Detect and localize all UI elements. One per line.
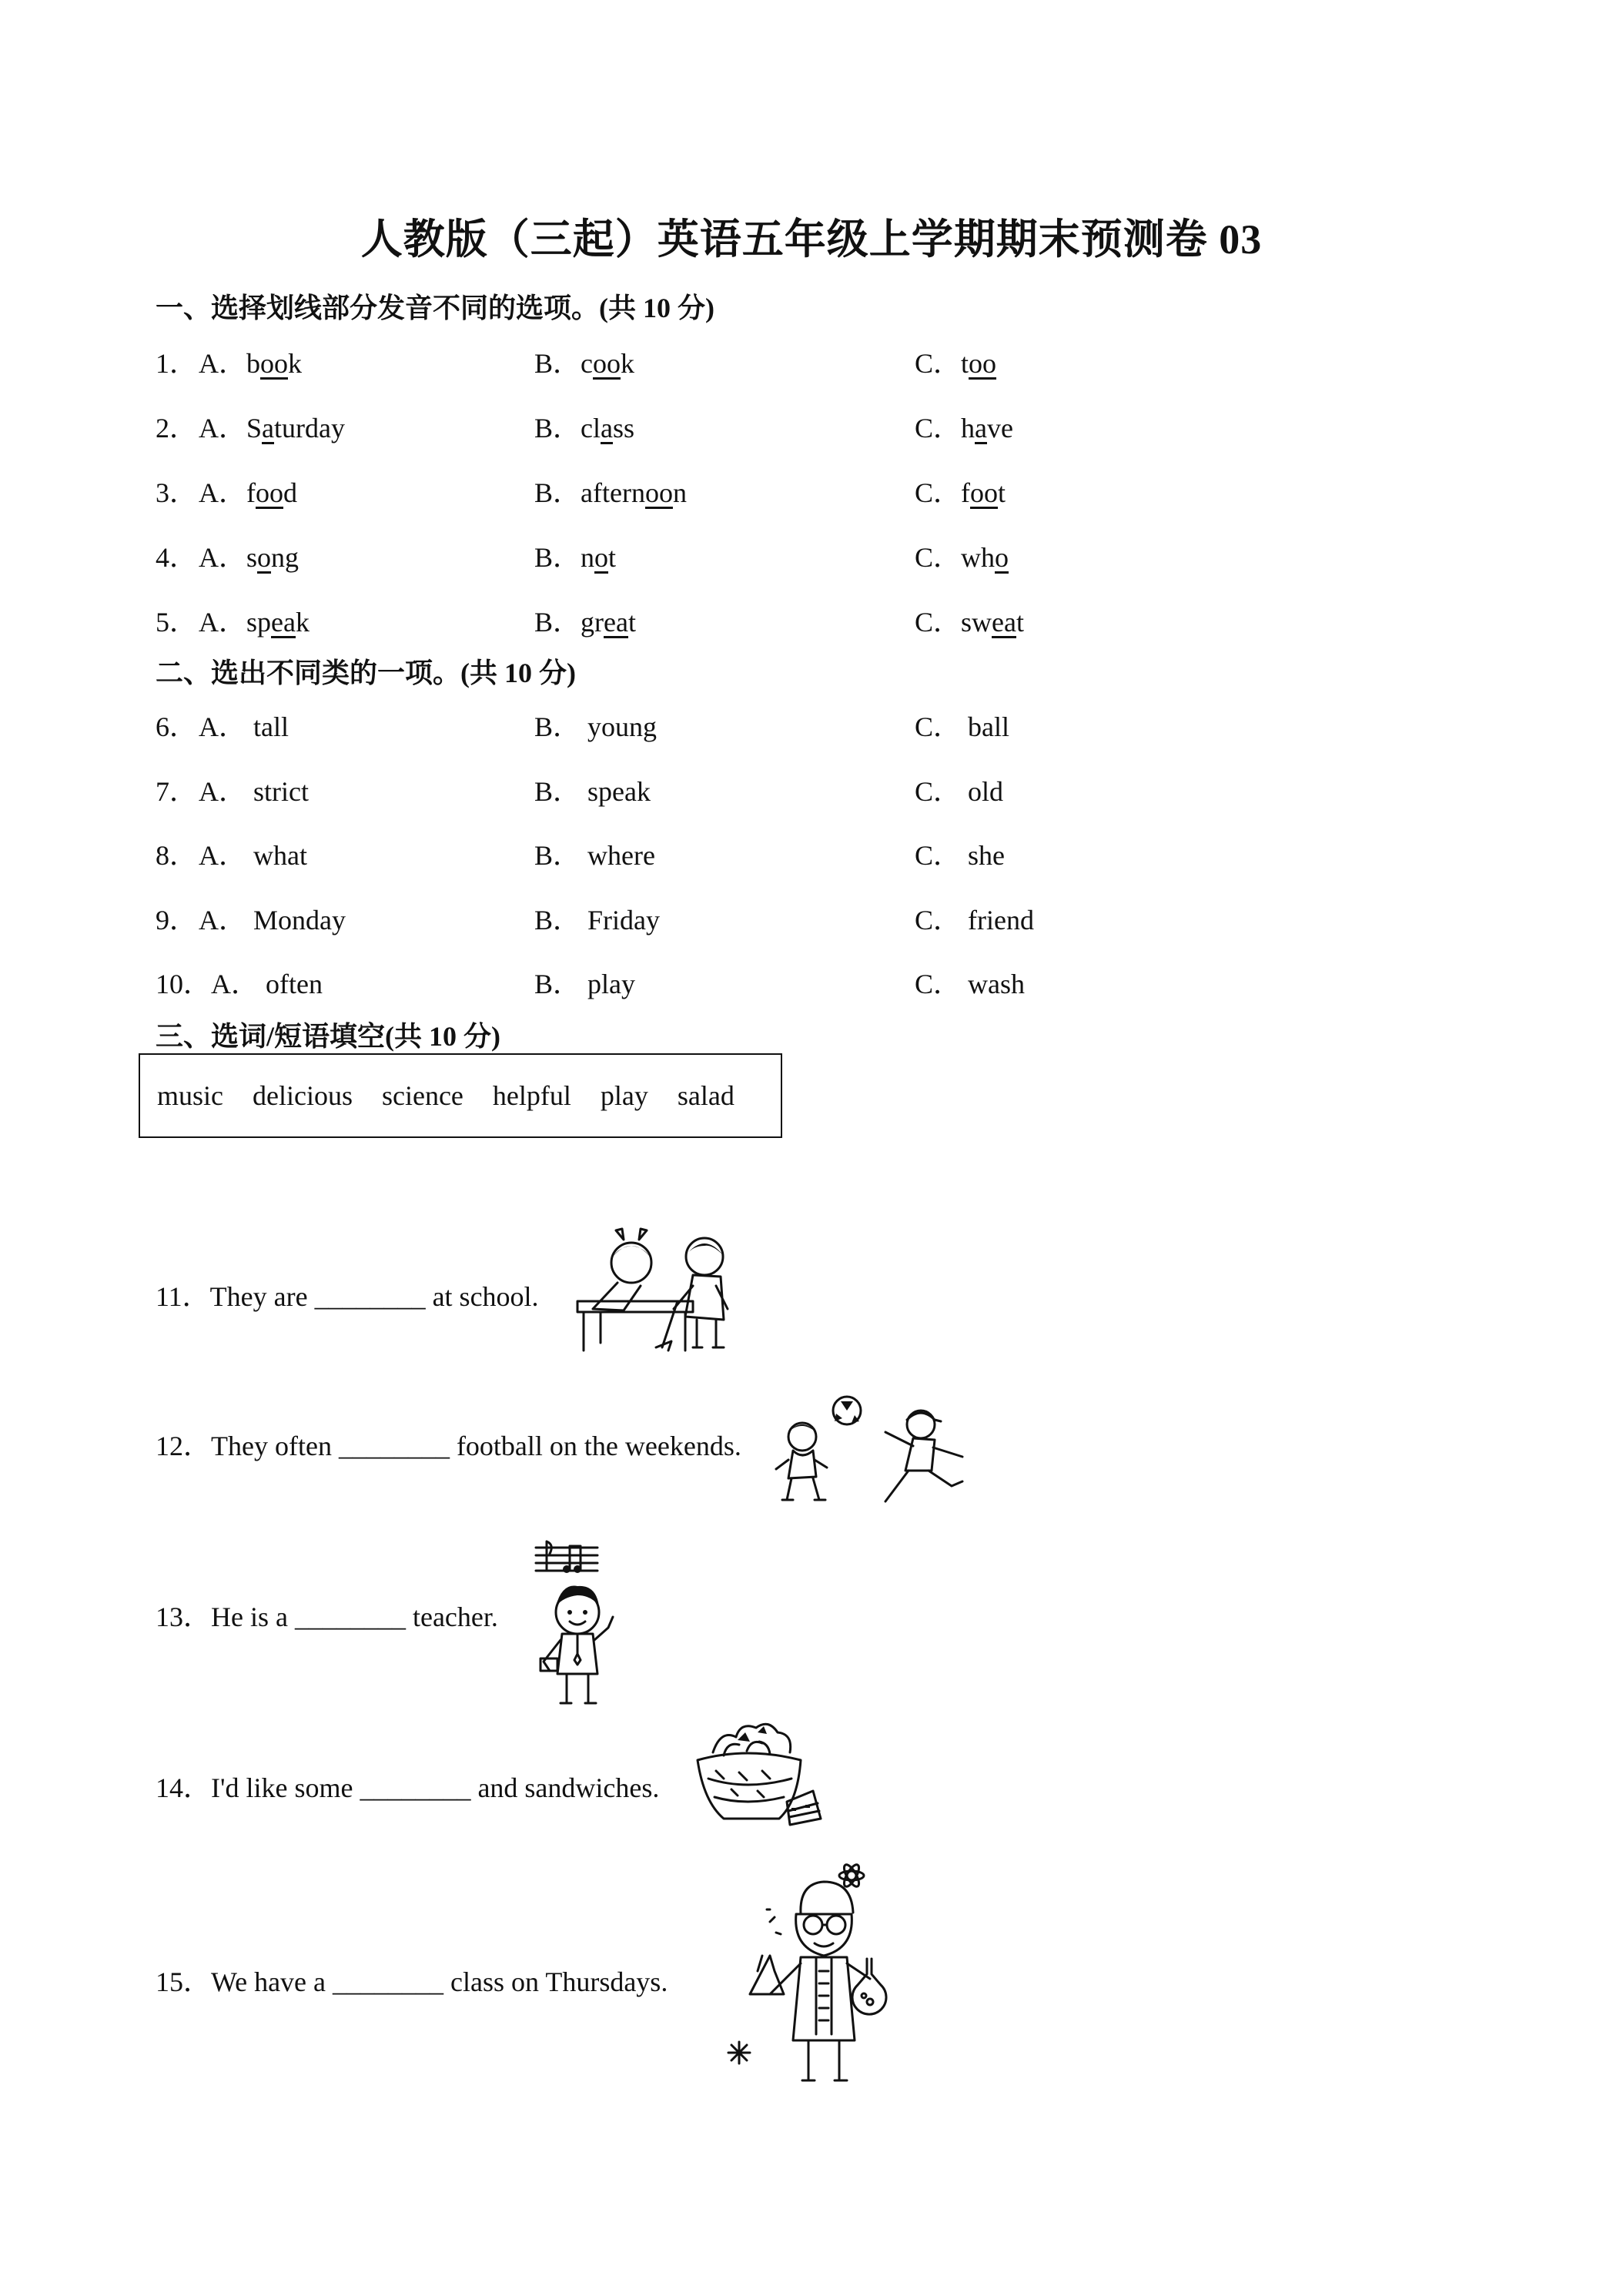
option-c[interactable]: C．who — [915, 542, 1009, 573]
option-a[interactable]: A．book — [199, 348, 302, 379]
option-a[interactable]: A． what — [199, 840, 307, 871]
question-row-10 — [156, 962, 1464, 1001]
question-row-8 — [156, 834, 1464, 872]
option-a[interactable]: A．speak — [199, 607, 310, 638]
option-c[interactable]: C．sweat — [915, 607, 1025, 638]
fill-question-14: 14．I'd like some ________ and sandwiches. — [156, 1772, 660, 1803]
music-teacher-illustration — [531, 1532, 624, 1709]
salad-sandwich-illustration — [693, 1717, 824, 1840]
fill-question-15: 15．We have a ________ class on Thursdays. — [156, 1966, 668, 1997]
question-number: 6． — [156, 711, 198, 742]
question-number: 4． — [156, 542, 198, 573]
option-a[interactable]: A．Saturday — [199, 413, 345, 443]
question-number: 9． — [156, 905, 198, 935]
word-bank-item: music — [157, 1080, 223, 1111]
option-b[interactable]: B． where — [534, 840, 655, 871]
option-b[interactable]: B．not — [534, 542, 617, 573]
option-b[interactable]: B． play — [534, 969, 635, 999]
word-bank-item: delicious — [253, 1080, 353, 1111]
option-a[interactable]: A． Monday — [199, 905, 346, 935]
question-row-3 — [156, 471, 1464, 510]
question-row-4 — [156, 536, 1464, 574]
option-a[interactable]: A．song — [199, 542, 300, 573]
option-c[interactable]: C． old — [915, 776, 1004, 807]
question-row-2 — [156, 407, 1464, 445]
fill-question-11: 11．They are ________ at school. — [156, 1281, 539, 1312]
option-b[interactable]: B．great — [534, 607, 636, 638]
option-c[interactable]: C．foot — [915, 477, 1006, 508]
option-a[interactable]: A． strict — [199, 776, 309, 807]
section-heading-1: 一、选择划线部分发音不同的选项。(共 10 分) — [156, 293, 714, 323]
question-number: 10． — [156, 969, 212, 999]
question-number: 3． — [156, 477, 198, 508]
question-number: 5． — [156, 607, 198, 638]
option-c[interactable]: C． ball — [915, 711, 1009, 742]
question-number: 7． — [156, 776, 198, 807]
question-number: 8． — [156, 840, 198, 871]
word-bank-item: play — [600, 1080, 648, 1111]
question-number: 1． — [156, 348, 198, 379]
option-a[interactable]: A． often — [211, 969, 323, 999]
scientist-illustration — [716, 1863, 893, 2094]
option-c[interactable]: C． friend — [915, 905, 1034, 935]
question-row-1 — [156, 342, 1464, 380]
option-c[interactable]: C．have — [915, 413, 1013, 443]
option-a[interactable]: A． tall — [199, 711, 289, 742]
question-row-5 — [156, 601, 1464, 639]
section-heading-2: 二、选出不同类的一项。(共 10 分) — [156, 658, 576, 688]
option-b[interactable]: B． Friday — [534, 905, 661, 935]
word-bank — [139, 1053, 782, 1138]
children-cleaning-illustration — [570, 1224, 770, 1355]
football-players-illustration — [770, 1386, 978, 1509]
section-heading-3: 三、选词/短语填空(共 10 分) — [156, 1021, 500, 1052]
option-b[interactable]: B．class — [534, 413, 635, 443]
question-row-9 — [156, 899, 1464, 937]
word-bank-item: helpful — [492, 1080, 571, 1111]
option-b[interactable]: B．afternoon — [534, 477, 687, 508]
option-c[interactable]: C． she — [915, 840, 1006, 871]
option-b[interactable]: B．cook — [534, 348, 634, 379]
option-c[interactable]: C．too — [915, 348, 997, 379]
option-c[interactable]: C． wash — [915, 969, 1025, 999]
word-bank-item: salad — [677, 1080, 735, 1111]
fill-question-12: 12．They often ________ football on the weekends. — [156, 1431, 741, 1461]
fill-question-13: 13．He is a ________ teacher. — [156, 1602, 498, 1632]
option-b[interactable]: B． speak — [534, 776, 651, 807]
option-b[interactable]: B． young — [534, 711, 658, 742]
question-row-7 — [156, 770, 1464, 808]
word-bank-item: science — [381, 1080, 463, 1111]
question-number: 2． — [156, 413, 198, 443]
page-title: 人教版（三起）英语五年级上学期期末预测卷 03 — [360, 216, 1263, 263]
question-row-6 — [156, 705, 1464, 744]
option-a[interactable]: A．food — [199, 477, 297, 508]
